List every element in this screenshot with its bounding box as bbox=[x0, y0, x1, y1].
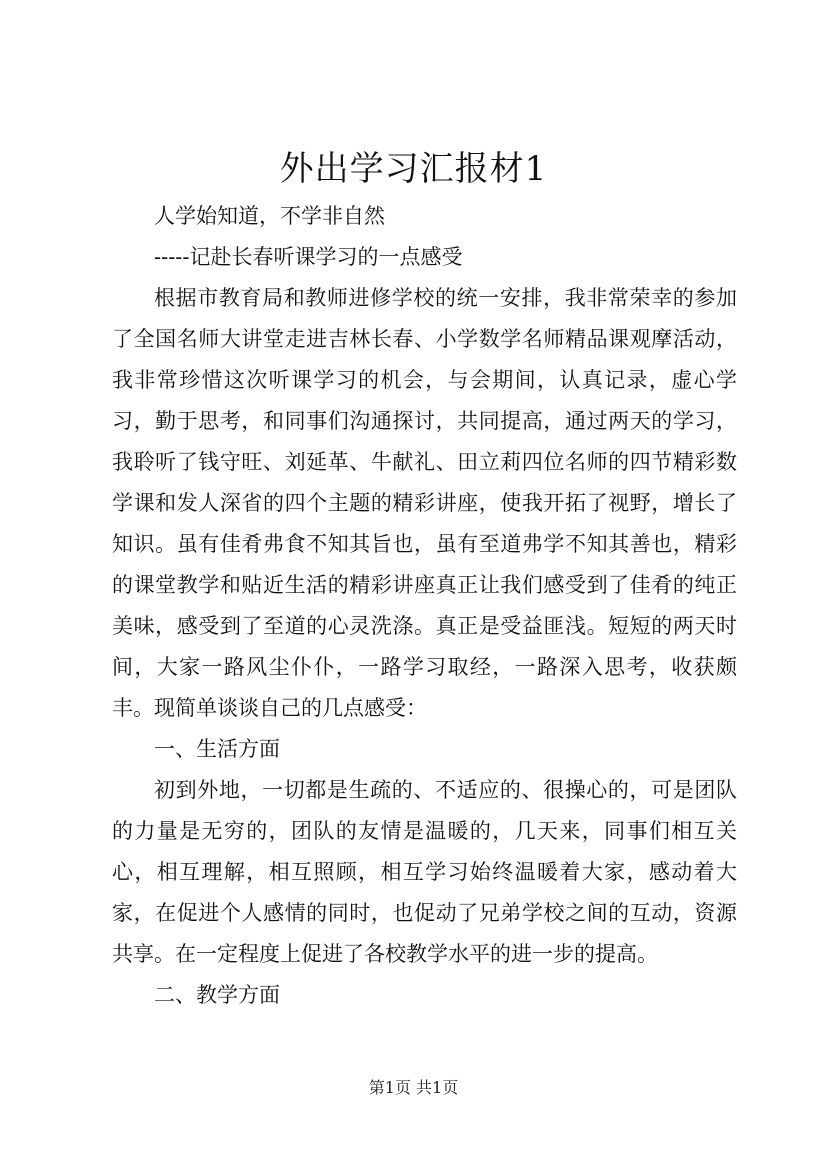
subtitle-line: 人学始知道，不学非自然 bbox=[154, 204, 385, 228]
page-number-label: 第1页 共1页 bbox=[368, 1078, 459, 1097]
paragraph-intro: 根据市教育局和教师进修学校的统一安排，我非常荣幸的参加了全国名师大讲堂走进吉林长春、小学数学名师精品课观摩活动，我非常珍惜这次听课学习的机会，与会期间，认真记录，虚心学习，勤于思考，和同事们沟通探讨，共同提高，通过两天的学习，我聆听了钱守旺、刘延革、牛献礼、田立莉四位名师的四节精彩数学课和发人深省的四个主题的精彩讲座，使我开拓了视野，增长了知识。虽有佳肴弗食不知其旨也，虽有至道弗学不知其善也，精彩的课堂教学和贴近生活的精彩讲座真正让我们感受到了佳肴的纯正美味，感受到了至道的心灵洗涤。真正是受益匪浅。短短的两天时间，大家一路风尘仆仆，一路学习取经，一路深入思考，收获颇丰。现简单谈谈自己的几点感受： bbox=[112, 286, 737, 720]
document-title: 外出学习汇报材1 bbox=[279, 149, 548, 189]
subtitle-dedication: -----记赴长春听课学习的一点感受 bbox=[154, 245, 463, 269]
section-heading-life: 一、生活方面 bbox=[154, 737, 280, 761]
section-heading-teaching: 二、教学方面 bbox=[154, 983, 280, 1007]
page-footer bbox=[0, 1077, 827, 1099]
document-body bbox=[112, 196, 737, 1016]
paragraph-life: 初到外地，一切都是生疏的、不适应的、很操心的，可是团队的力量是无穷的，团队的友情是温暖的，几天来，同事们相互关心，相互理解，相互照顾，相互学习始终温暖着大家，感动着大家，在促进个人感情的同时，也促动了兄弟学校之间的互动，资源共享。在一定程度上促进了各校教学水平的进一步的提高。 bbox=[112, 778, 737, 966]
